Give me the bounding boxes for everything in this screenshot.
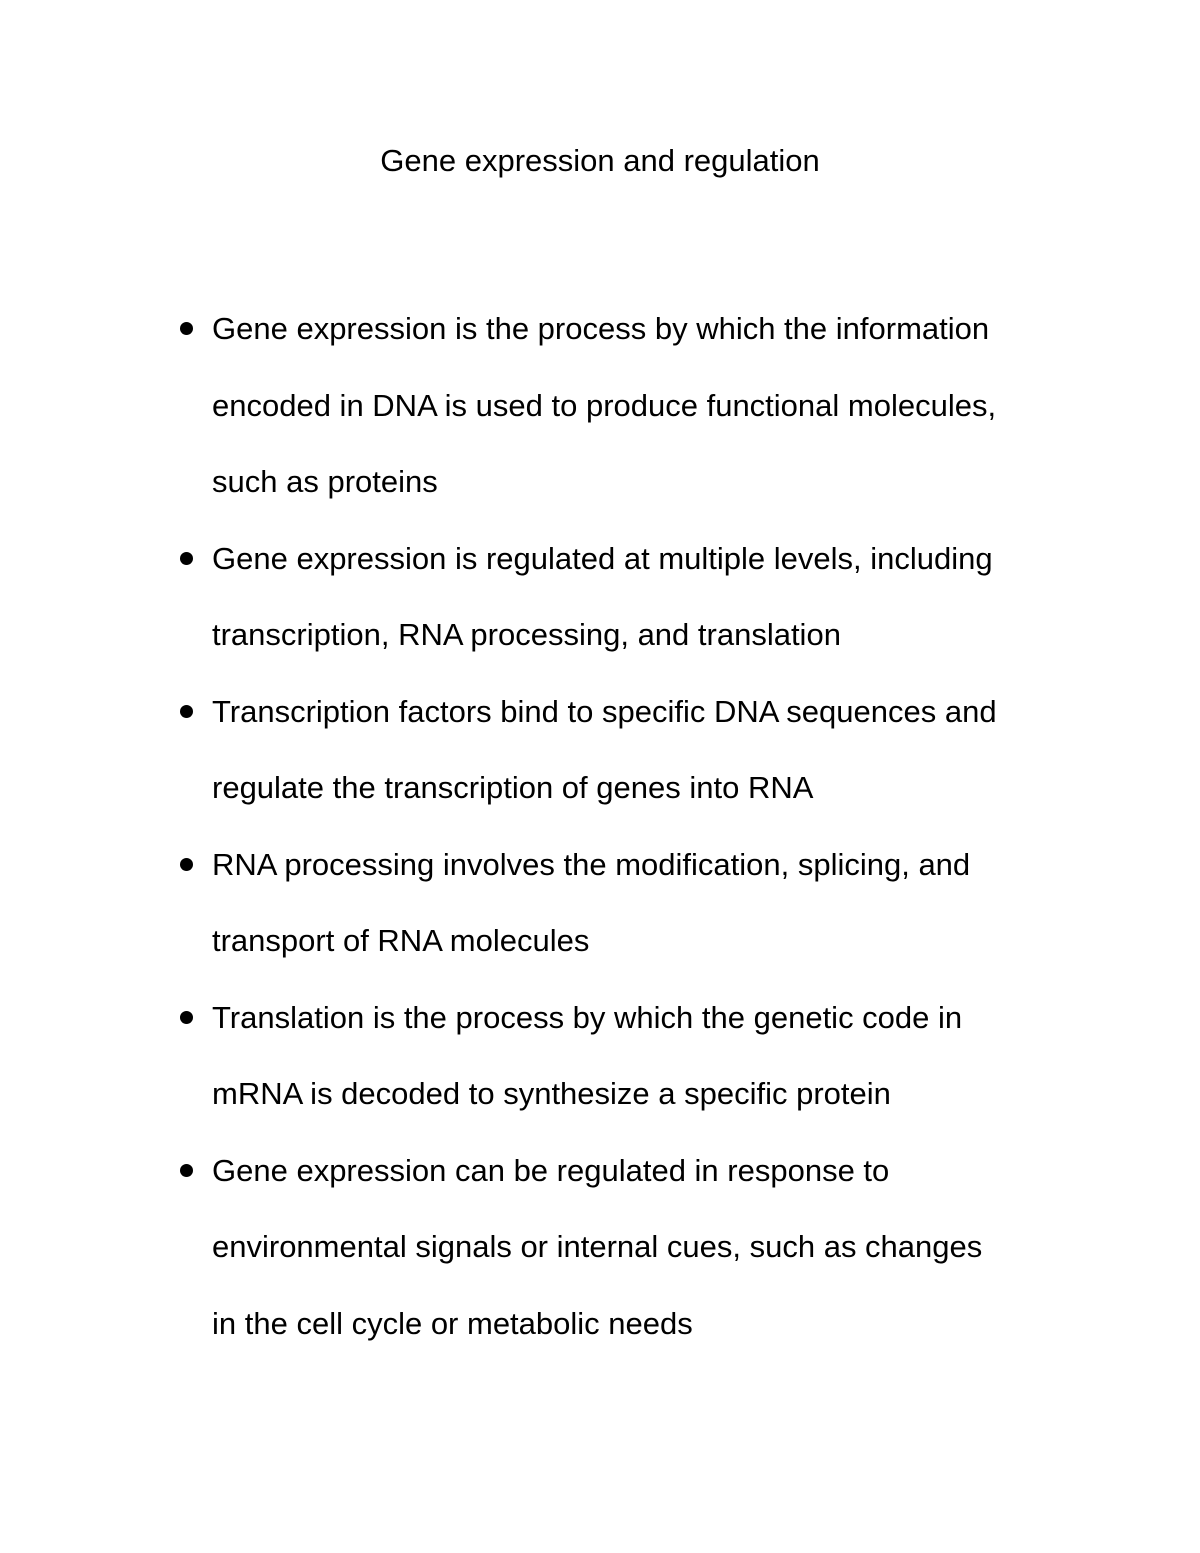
- bullet-line: Gene expression is the process by which the information: [212, 311, 990, 346]
- bullet-line: Transcription factors bind to specific DNA sequences and: [212, 693, 997, 729]
- bullet-dot-icon: [180, 858, 193, 871]
- bullet-list: [212, 291, 1082, 1362]
- bullet-line: environmental signals or internal cues, such as changes: [212, 1229, 983, 1264]
- bullet-line: Gene expression can be regulated in response to: [212, 1152, 890, 1188]
- bullet-item: [212, 827, 1082, 980]
- bullet-item: [212, 674, 1082, 827]
- bullet-item: [212, 521, 1082, 674]
- bullet-line: mRNA is decoded to synthesize a specific protein: [212, 1076, 891, 1111]
- bullet-item: [212, 1133, 1082, 1363]
- bullet-dot-icon: [180, 705, 193, 718]
- bullet-line: RNA processing involves the modification, splicing, and: [212, 846, 971, 882]
- document-title: Gene expression and regulation: [380, 143, 820, 178]
- bullet-line: transport of RNA molecules: [212, 923, 590, 958]
- bullet-line: encoded in DNA is used to produce functional molecules,: [212, 387, 997, 423]
- bullet-line: in the cell cycle or metabolic needs: [212, 1305, 693, 1341]
- bullet-item: [212, 291, 1082, 521]
- bullet-dot-icon: [180, 322, 193, 335]
- bullet-line: Translation is the process by which the genetic code in: [212, 999, 963, 1035]
- bullet-dot-icon: [180, 1011, 193, 1024]
- bullet-line: regulate the transcription of genes into RNA: [212, 770, 814, 805]
- bullet-item: [212, 980, 1082, 1133]
- bullet-dot-icon: [180, 1164, 193, 1177]
- bullet-line: Gene expression is regulated at multiple levels, including: [212, 540, 993, 576]
- bullet-dot-icon: [180, 552, 193, 565]
- bullet-line: such as proteins: [212, 464, 438, 499]
- bullet-line: transcription, RNA processing, and translation: [212, 617, 841, 652]
